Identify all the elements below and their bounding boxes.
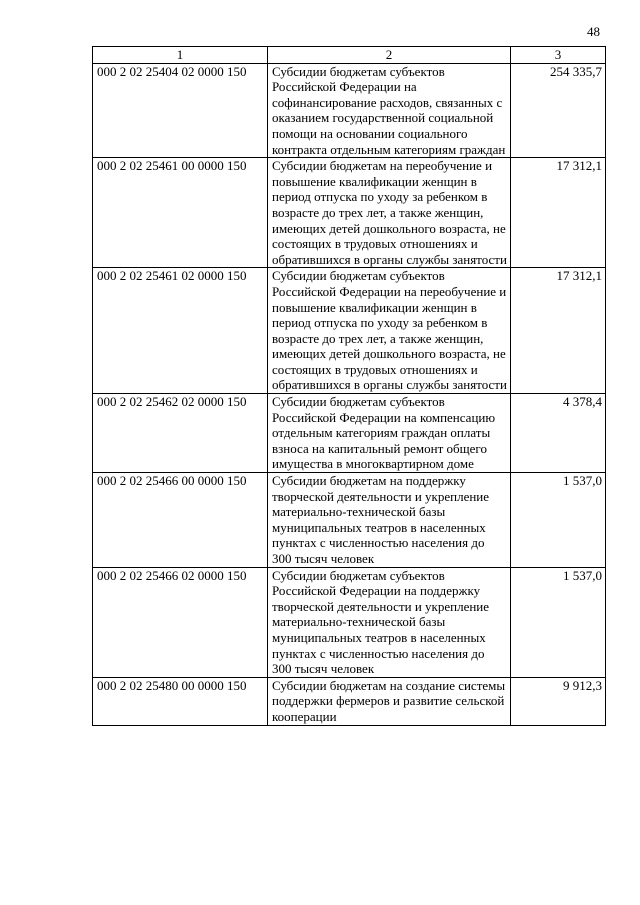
table-row [93,268,606,394]
budget-code-cell: 000 2 02 25404 02 0000 150 [93,63,268,158]
amount-cell: 17 312,1 [511,268,606,394]
amount-cell: 1 537,0 [511,567,606,677]
budget-code-cell: 000 2 02 25462 02 0000 150 [93,394,268,473]
table-row [93,677,606,725]
description-cell: Субсидии бюджетам субъектов Российской Федерации на софинансирование расходов, связанных с оказанием государственной социальной помощи на основании социального контракта отдельным категориям граждан [268,63,511,158]
description-cell: Субсидии бюджетам субъектов Российской Федерации на поддержку творческой деятельности и укрепление материально-технической базы муниципальных театров в населенных пунктах с численностью населения до 300 тысяч человек [268,567,511,677]
description-cell: Субсидии бюджетам субъектов Российской Федерации на компенсацию отдельным категориям граждан оплаты взноса на капитальный ремонт общего имущества в многоквартирном доме [268,394,511,473]
column-header-name: 2 [268,47,511,64]
table-row [93,63,606,158]
description-cell: Субсидии бюджетам на переобучение и повышение квалификации женщин в период отпуска по уходу за ребенком в возрасте до трех лет, а также женщин, имеющих детей дошкольного возраста, не состоящих в трудовых отношениях и обратившихся в органы службы занятости [268,158,511,268]
header-row [93,47,606,64]
amount-cell: 17 312,1 [511,158,606,268]
description-cell: Субсидии бюджетам на поддержку творческой деятельности и укрепление материально-технической базы муниципальных театров в населенных пунктах с численностью населения до 300 тысяч человек [268,473,511,568]
amount-cell: 4 378,4 [511,394,606,473]
amount-cell: 254 335,7 [511,63,606,158]
budget-code-cell: 000 2 02 25466 02 0000 150 [93,567,268,677]
budget-code-cell: 000 2 02 25466 00 0000 150 [93,473,268,568]
description-cell: Субсидии бюджетам субъектов Российской Федерации на переобучение и повышение квалификации женщин в период отпуска по уходу за ребенком в возрасте до трех лет, а также женщин, имеющих детей дошкольного возраста, не состоящих в трудовых отношениях и обратившихся в органы службы занятости [268,268,511,394]
budget-table [92,46,606,726]
page-number: 48 [587,24,600,39]
amount-cell: 9 912,3 [511,677,606,725]
table-row [93,394,606,473]
column-header-code: 1 [93,47,268,64]
amount-cell: 1 537,0 [511,473,606,568]
table-row [93,158,606,268]
budget-code-cell: 000 2 02 25461 00 0000 150 [93,158,268,268]
column-header-amount: 3 [511,47,606,64]
description-cell: Субсидии бюджетам на создание системы поддержки фермеров и развитие сельской кооперации [268,677,511,725]
table-row [93,473,606,568]
budget-code-cell: 000 2 02 25480 00 0000 150 [93,677,268,725]
table-row [93,567,606,677]
budget-code-cell: 000 2 02 25461 02 0000 150 [93,268,268,394]
